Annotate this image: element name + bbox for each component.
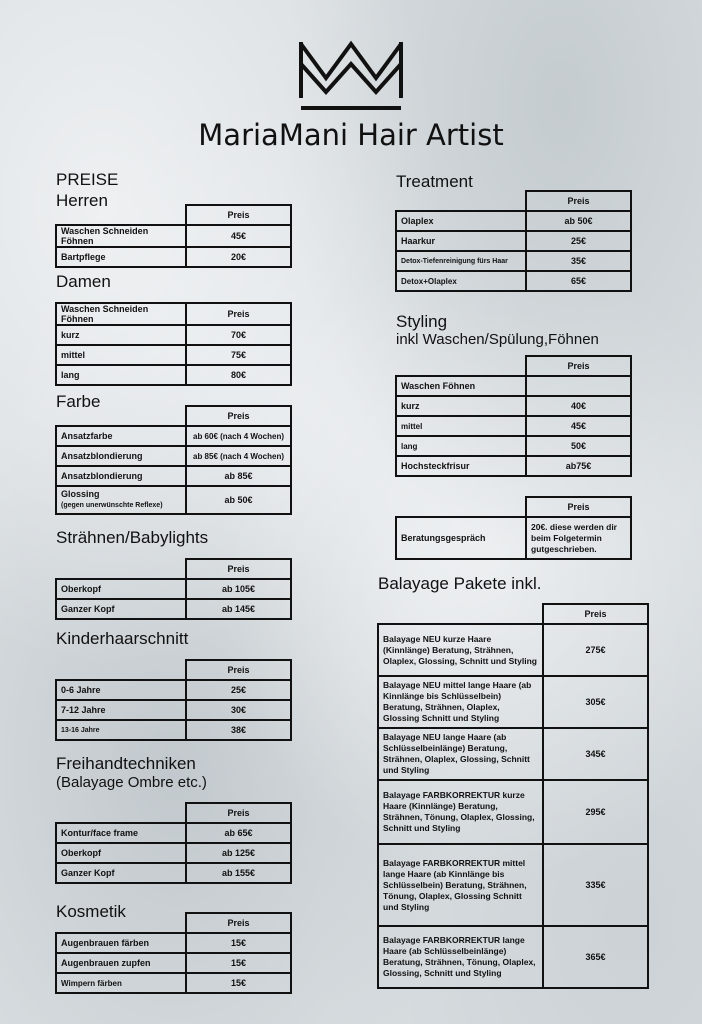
table-row: Balayage FARBKORREKTUR kurze Haare (Kinnlänge) Beratung, Strähnen, Tönung, Olaplex, Glossing, Schnitt und Styling 295€ [378,780,648,844]
treatment-table [395,190,632,292]
damen-table [55,302,292,386]
price-header: Preis [186,660,291,680]
price-header: Preis [186,913,291,933]
table-row: Haarkur 25€ [396,231,631,251]
price-header: Preis [186,559,291,579]
table-row: mittel 45€ [396,416,631,436]
styling-title: Styling [396,312,448,331]
table-row: Ganzer Kopf ab 145€ [56,599,291,619]
price-header: Preis [526,356,631,376]
price-header: Preis [186,803,291,823]
table-row: Ansatzblondierung ab 85€ [56,466,291,486]
table-row: Beratungsgespräch 20€. diese werden dir beim Folgetermin gutgeschrieben. [396,517,631,559]
table-row: Augenbrauen färben 15€ [56,933,291,953]
table-row: Olaplex ab 50€ [396,211,631,231]
table-row: Oberkopf ab 125€ [56,843,291,863]
herren-table [55,204,292,268]
farbe-table [55,405,292,515]
balayage-table [377,603,649,989]
styling-table [395,355,632,477]
farbe-title: Farbe [56,392,101,411]
table-row: 13-16 Jahre 38€ [56,720,291,740]
kinder-table [55,659,292,741]
kinder-title: Kinderhaarschnitt [56,629,189,648]
table-row: 0-6 Jahre 25€ [56,680,291,700]
table-row: kurz 70€ [56,325,291,345]
price-header: Preis [526,191,631,211]
balayage-title: Balayage Pakete inkl. [378,574,542,593]
table-row: Oberkopf ab 105€ [56,579,291,599]
straehnen-title: Strähnen/Babylights [56,528,209,547]
table-row: lang 50€ [396,436,631,456]
freihand-title: Freihandtechniken [56,754,196,773]
table-row: Detox-Tiefenreinigung fürs Haar 35€ [396,251,631,271]
table-row: Detox+Olaplex 65€ [396,271,631,291]
table-row: 7-12 Jahre 30€ [56,700,291,720]
table-row: Balayage NEU lange Haare (ab Schlüsselbeinlänge) Beratung, Strähnen, Olaplex, Glossing, Schnitt und Styling 345€ [378,728,648,780]
table-row: Waschen Föhnen [396,376,631,396]
table-row: Balayage NEU kurze Haare (Kinnlänge) Beratung, Strähnen, Olaplex, Glossing, Schnitt und Styling 275€ [378,624,648,676]
price-header: Preis [543,604,648,624]
table-row: Kontur/face frame ab 65€ [56,823,291,843]
freihand-table [55,802,292,884]
table-row: Balayage NEU mittel lange Haare (ab Kinnlänge bis Schlüsselbein) Beratung, Strähnen, Olaplex, Glossing Schnitt und Styling 305€ [378,676,648,728]
price-header: Preis [186,406,291,426]
price-header: Preis [186,205,291,225]
table-row: mittel 75€ [56,345,291,365]
preise-title: PREISE [56,170,119,189]
kosmetik-title: Kosmetik [56,902,126,921]
treatment-title: Treatment [396,172,473,191]
damen-title: Damen [56,272,111,291]
price-header: Preis [526,497,631,517]
table-row: Balayage FARBKORREKTUR mittel lange Haare (ab Kinnlänge bis Schlüsselbein) Beratung, Strähnen, Tönung, Olaplex, Glossing Schnitt und Styling 335€ [378,844,648,926]
table-row: Bartpflege 20€ [56,247,291,267]
table-row: Augenbrauen zupfen 15€ [56,953,291,973]
brand-name: MariaMani Hair Artist [198,118,504,152]
table-row: Ansatzblondierung ab 85€ (nach 4 Wochen) [56,446,291,466]
beratung-table [395,496,632,560]
kosmetik-table [55,912,292,994]
styling-subtitle: inkl Waschen/Spülung,Föhnen [396,331,599,348]
table-row: Ganzer Kopf ab 155€ [56,863,291,883]
table-row: Glossing (gegen unerwünschte Reflexe) ab 50€ [56,486,291,514]
crown-mm-logo-icon [298,40,404,112]
table-row: Waschen Schneiden Föhnen 45€ [56,225,291,247]
table-row: Waschen Schneiden Föhnen Preis [56,303,291,325]
table-row: Hochsteckfrisur ab75€ [396,456,631,476]
table-row: Wimpern färben 15€ [56,973,291,993]
table-row: kurz 40€ [396,396,631,416]
herren-title: Herren [56,191,108,210]
table-row: lang 80€ [56,365,291,385]
freihand-subtitle: (Balayage Ombre etc.) [56,774,207,791]
straehnen-table [55,558,292,620]
table-row: Balayage FARBKORREKTUR lange Haare (ab Schlüsselbeinlänge) Beratung, Strähnen, Tönung, Olaplex, Glossing, Schnitt und Styling 365€ [378,926,648,988]
table-row: Ansatzfarbe ab 60€ (nach 4 Wochen) [56,426,291,446]
price-header: Preis [186,303,291,325]
